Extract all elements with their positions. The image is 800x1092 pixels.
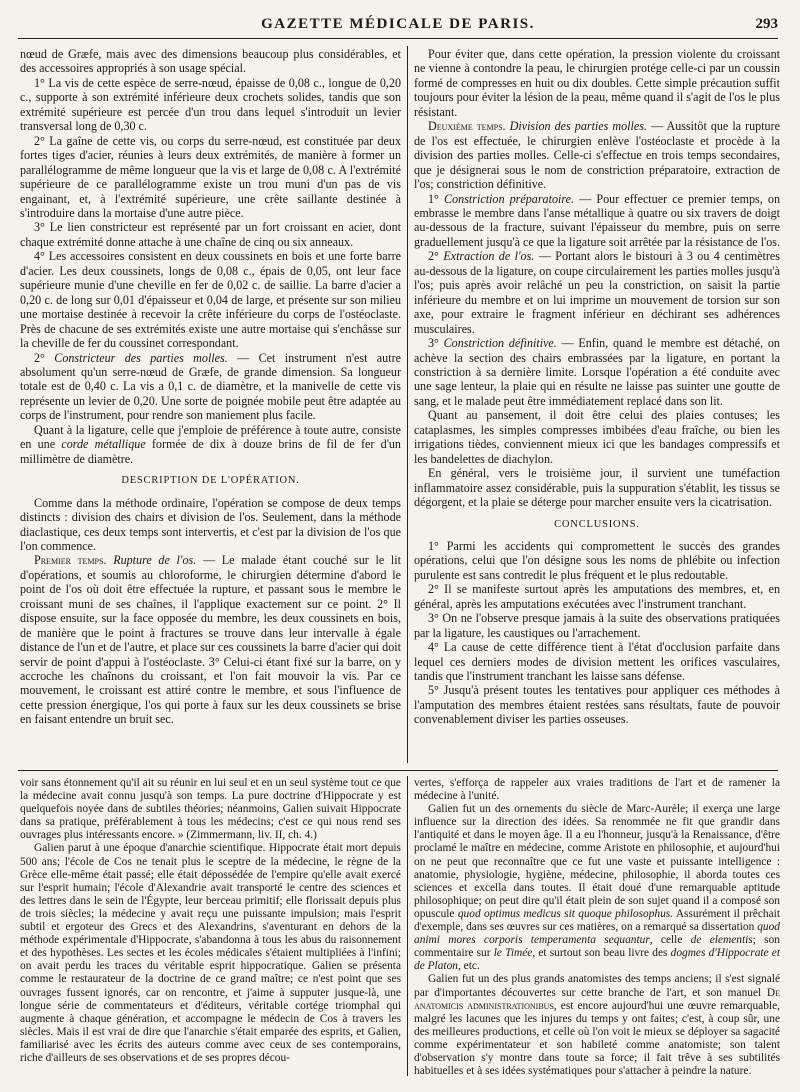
section-separator-rule: [18, 770, 778, 771]
paragraph-number: 1°: [428, 191, 445, 206]
paragraph: 4° Les accessoires consistent en deux coussinets en bois et une forte barre d'acier. Les deux coussinets, longs de 0,08 c., épais de 0,05, ont leur face supérieure munie d'une cheville en fer de 0,02 c. de saillie. La barre d'acier a 0,20 c. de long sur 0,01 d'épaisseur et 0,04 de large, et présente sur son milieu une mortaise destinée à recevoir la crête inférieure du corps de l'ostéoclaste. Près de chacune de ses extrémités existe une autre mortaise qui s'enchâsse sur la cheville de fer du coussinet correspondant.: [20, 249, 401, 351]
feuilleton-left-column: [20, 777, 401, 1077]
paragraph-number: 3°: [428, 336, 444, 351]
paragraph: [414, 249, 780, 336]
paragraph: 1° La vis de cette espèce de serre-nœud, épaisse de 0,08 c., longue de 0,20 c., supporte à son extrémité inférieure deux crochets solides, tandis que son extrémité supérieure est percée d'un trou dans lequel s'introduit un levier transversal long de 0,30 c.: [20, 75, 401, 134]
subheading: Constriction définitive.: [443, 336, 557, 351]
article-left-column: [20, 47, 401, 763]
subheading-lead: Premier temps.: [34, 553, 107, 568]
paragraph: nœud de Græfe, mais avec des dimensions beaucoup plus considérables, et des accessoires appropriés à son usage spécial.: [20, 47, 401, 76]
paragraph: vertes, s'efforça de rappeler aux vraies traditions de l'art et de ramener la médecine à l'unité.: [414, 777, 780, 803]
paragraph: Quant au pansement, il doit être celui des plaies contuses; les cataplasmes, les simples compresses imbibées d'eau fraîche, ou bien les irrigations tièdes, conviennent mieux ici que les bandages compressifs et les bandelettes de diachylon.: [414, 408, 780, 466]
paragraph-text: — Le malade étant couché sur le lit d'opérations, et soumis au chloroforme, le chirurgien détermine d'abord le point de l'os où doit être effectuée la rupture, et passant sous le membre le croissant muni de ses chaînes, il l'applique exactement sur ce point. 2° Il dispose ensuite, sur la face opposée du membre, les deux coussinets en bois, de manière que le point à fractures se trouve dans leur intervalle à égale distance de l'un et de l'autre, et place sur ces coussinets la barre d'acier qui doit servir de point d'appui à l'ostéoclaste. 3° Celui-ci étant fixé sur la barre, on y accroche les chaînons du croissant, et l'on fait mouvoir la vis. Par ce mouvement, le croissant est attiré contre le membre, et sous l'influence de cette pression énergique, l'os qui porte à faux sur les deux coussinets se brise en faisant entendre un bruit sec.: [20, 553, 401, 727]
paragraph-text: formée de dix à douze brins de fil de fer d'un millimètre de diamètre.: [20, 437, 401, 466]
subheading-lead: Deuxième temps.: [428, 119, 506, 134]
page-number: 293: [755, 16, 778, 32]
paragraph: Comme dans la méthode ordinaire, l'opération se compose de deux temps distincts : division des chairs et division de l'os. Seulement, dans la méthode diaclastique, ces deux temps sont intervertis, et c'est par la division de l'os que l'on commence.: [20, 495, 401, 553]
paragraph: 3° Le lien constricteur est représenté par un fort croissant en acier, dont chaque extrémité donne attache à une chaîne de cinq ou six anneaux.: [20, 220, 401, 249]
work-title: dogmes d'Hippocrate et de Platon: [414, 947, 780, 973]
paragraph-text: — Aussitôt que la rupture de l'os est effectuée, le chirurgien enlève l'ostéoclaste et procède à la division des parties molles. Celle-ci s'effectue en trois temps secondaires, que je désignerai sous le nom de constriction préparatoire, extraction de l'os; constriction définitive.: [414, 119, 780, 192]
paragraph: 5° Jusqu'à présent toutes les tentatives pour appliquer ces méthodes à l'amputation des membres étaient restées sans résultats, faute de pouvoir convenablement diviser les parties osseuses.: [414, 683, 780, 727]
page-header: [18, 14, 778, 40]
article-right-column: [414, 47, 780, 763]
subheading: Constriction préparatoire.: [444, 191, 575, 206]
paragraph-text: , est encore aujourd'hui une œuvre remarquable, malgré les lacunes que les injures du temps y ont faites; c'est, à coup sûr, une des meilleures productions, et celle où l'on voit le mieux se déployer sa sagacité comme expérimentateur et son habileté comme anatomiste; son talent d'observation s'y montre dans toute sa force; il fait trêve à ses subtilités habituelles et à ses idées systématiques pour s'attacher à peindre la nature.: [414, 999, 780, 1077]
subheading: Extraction de l'os.: [443, 249, 535, 264]
paragraph: 2° La gaîne de cette vis, ou corps du serre-nœud, est constituée par deux fortes tiges d'acier, réunies à leurs deux extrémités, de manière à former un parallélogramme de même longueur que la vis et large de 0,08 c. A l'extrémité supérieure de ce parallélogramme existe un trou muni d'un pas de vis engainant, et, à l'extrémité supérieure, une crête saillante destinée à s'introduire dans la mortaise d'une autre pièce.: [20, 133, 401, 220]
paragraph: Pour éviter que, dans cette opération, la pression violente du croissant ne vienne à contondre la peau, le chirurgien protége celle-ci par un coussin formé de compresses en huit ou dix doubles. Cette simple précaution suffit toujours pour éviter la lésion de la peau, même quand il s'agit de l'os le plus résistant.: [414, 47, 780, 119]
bottom-column-divider: [407, 776, 408, 1076]
paragraph-text: , etc.: [457, 960, 480, 973]
top-column-divider: [407, 46, 408, 763]
paragraph: 4° La cause de cette différence tient à l'état d'occlusion parfaite dans lequel ces derniers modes de division mettent les orifices vasculaires, tandis que l'instrument tranchant les laisse sans défense.: [414, 640, 780, 684]
paragraph-text: Galien fut un des plus grands anatomistes des temps anciens; il s'est signalé par d'importantes découvertes sur cette branche de l'art, et son manuel: [414, 973, 780, 999]
paragraph: [414, 803, 780, 973]
paragraph: [414, 192, 780, 250]
header-rule: [18, 38, 778, 39]
paragraph: [20, 351, 401, 423]
paragraph: [414, 119, 780, 191]
paragraph: [20, 423, 401, 466]
paragraph: [414, 973, 780, 1077]
section-heading: DESCRIPTION DE L'OPÉRATION.: [121, 475, 300, 487]
paragraph: 2° Il se manifeste surtout après les amputations des membres, et, en général, après les amputations exécutées avec l'instrument tranchant.: [414, 582, 780, 611]
work-title: quod animi mores corporis temperamenta sequantur: [414, 921, 780, 947]
paragraph: 1° Parmi les accidents qui compromettent le succès des grandes opérations, celui que l'on désigne sous les noms de phlébite ou infection purulente est sans contredit le plus fréquent et le plus redoutable.: [414, 538, 780, 582]
paragraph-text: ; son commentaire sur: [414, 934, 780, 960]
paragraph-text: — Pour effectuer ce premier temps, on embrasse le membre dans l'anse métallique à quatre ou six travers de doigt au-dessous de la fracture, suivant l'épaisseur du membre, puis on serre graduellement jusqu'à ce que la ligature soit arrêtée par la résistance de l'os.: [414, 191, 780, 249]
journal-title: GAZETTE MÉDICALE DE PARIS.: [261, 16, 535, 32]
work-title: de elementis: [690, 934, 753, 947]
paragraph-text: Galien fut un des ornements du siècle de Marc-Aurèle; il exerça une large influence sur la direction des idées. Sa renommée ne fit que grandir dans l'antiquité et dans le moyen âge. Il a eu l'honneur, jusqu'à la Renaissance, d'être proclamé le maître en médecine, comme Aristote en philosophie, et aujourd'hui on ne peut que reconnaître que ce fut une vaste et puissante intelligence : anatomie, physiologie, hygiène, médecine, philosophie, il aborda toutes ces sciences et excella dans toutes. Il était doué d'une remarquable aptitude philosophique; on peut dire qu'il était plein de son sujet quand il a composé son opuscule: [414, 803, 780, 920]
work-title: De anatomicis administrationibus: [414, 986, 780, 1012]
subheading: Constricteur des parties molles.: [54, 350, 228, 365]
paragraph: voir sans étonnement qu'il ait su réunir en lui seul et en un seul système tout ce que la médecine avait connu jusqu'à son temps. La pure doctrine d'Hippocrate y est quelquefois noyée dans de subtiles théories; néanmoins, Galien suivait Hippocrate dans sa pratique, préférablement à tous les médecins; c'est ce qui nous rend ses ouvrages plus intéressants encore. » (Zimmermann, liv. II, ch. 4.): [20, 777, 401, 842]
section-heading: CONCLUSIONS.: [554, 518, 640, 530]
paragraph-text: Assurément il prêchait d'exemple, dans ses œuvres sur ces matières, on a remarqué sa dissertation: [414, 907, 780, 934]
paragraph: Galien parut à une époque d'anarchie scientifique. Hippocrate était mort depuis 500 ans; l'école de Cos ne tenait plus le sceptre de la médecine, le règne de la Grèce elle-même était passé; elle était dépossédée de l'empire qu'elle avait exercé sur l'esprit humain; l'école d'Alexandrie avait transporté le centre des sciences et des lettres dans le sein de l'Égypte, leur berceau primitif; elle florissait depuis plus de trois siècles; la médecine y avait reçu une puissante impulsion; mais l'esprit subtil et ergoteur des Grecs et des Alexandrins, s'aventurant en dehors de la méthode expérimentale d'Hippocrate, s'abandonna à tous les abus du raisonnement et des hypothèses. Les sectes et les écoles médicales s'étaient multipliées à l'infini; on avait perdu les traces du véritable esprit hippocratique. Galien se présenta comme le restaurateur de la doctrine de ce grand maître; ce n'est point que ses ouvrages fussent ignorés, car on rencontre, et j'aime à supputer jusque-là, une longue série de commentateurs et d'éditeurs, véritable cortége triomphal qui augmente à chaque génération, et accompagne le médecin de Cos à travers les siècles. Mais il est vrai de dire que l'anarchie s'était emparée des esprits, et Galien, familiarisé avec les écrits des auteurs comme avec ceux de ses contemporains, riche d'ailleurs de ses observations et de ses propres décou-: [20, 842, 401, 1064]
subheading: Division des parties molles.: [509, 119, 647, 134]
paragraph-text: — Portant alors le bistouri à 3 ou 4 centimètres au-dessous de la ligature, on coupe circulairement les parties molles jusqu'à l'os; puis après avoir relâché un peu la constriction, on saisit la partie inférieure du membre et on lui imprime un mouvement de torsion sur son axe, pour extraire le fragment inférieur en déchirant ses adhérences musculaires.: [414, 249, 780, 336]
subheading: Rupture de l'os.: [113, 553, 197, 568]
emphasis: corde métallique: [61, 437, 146, 452]
paragraph: [414, 336, 780, 408]
paragraph-text: — Cet instrument n'est autre absolument qu'un serre-nœud de Græfe, de grande dimension. Sa longueur totale est de 0,40 c. La vis a 0,1 c. de diamètre, et la manivelle de cette vis représente un levier de 0,20. Une sorte de poignée mobile peut être adaptée au corps de l'instrument, pour rendre son maniement plus facile.: [20, 350, 401, 423]
paragraph-text: — Enfin, quand le membre est détaché, on achève la section des chairs embrassées par la ligature, en portant la constriction à sa dernière limite. Lorsque l'opération a été conduite avec une sage lenteur, la plaie qui en résulte ne laisse pas suinter une goutte de sang, et le malade peut être immédiatement replacé dans son lit.: [414, 336, 780, 408]
paragraph: En général, vers le troisième jour, il survient une tuméfaction inflammatoire assez considérable, puis la suppuration s'établit, les tissus se dégorgent, et la plaie se déterge pour marcher ensuite vers la cicatrisation.: [414, 466, 780, 510]
feuilleton-right-column: [414, 777, 780, 1077]
paragraph-number: 2°: [34, 350, 55, 365]
work-title: le Timée: [493, 947, 533, 960]
paragraph: 3° On ne l'observe presque jamais à la suite des observations pratiquées par la ligature, les caustiques ou l'arrachement.: [414, 611, 780, 640]
paragraph-number: 2°: [428, 249, 444, 264]
work-title: quod optimus medicus sit quoque philosophus.: [457, 907, 674, 920]
paragraph-text: , et surtout son beau livre des: [532, 947, 671, 960]
paragraph: [20, 553, 401, 726]
paragraph-text: , celle: [649, 934, 691, 947]
paragraph-text: Quant à la ligature, celle que j'emploie de préférence à toute autre, consiste en une: [20, 422, 401, 452]
